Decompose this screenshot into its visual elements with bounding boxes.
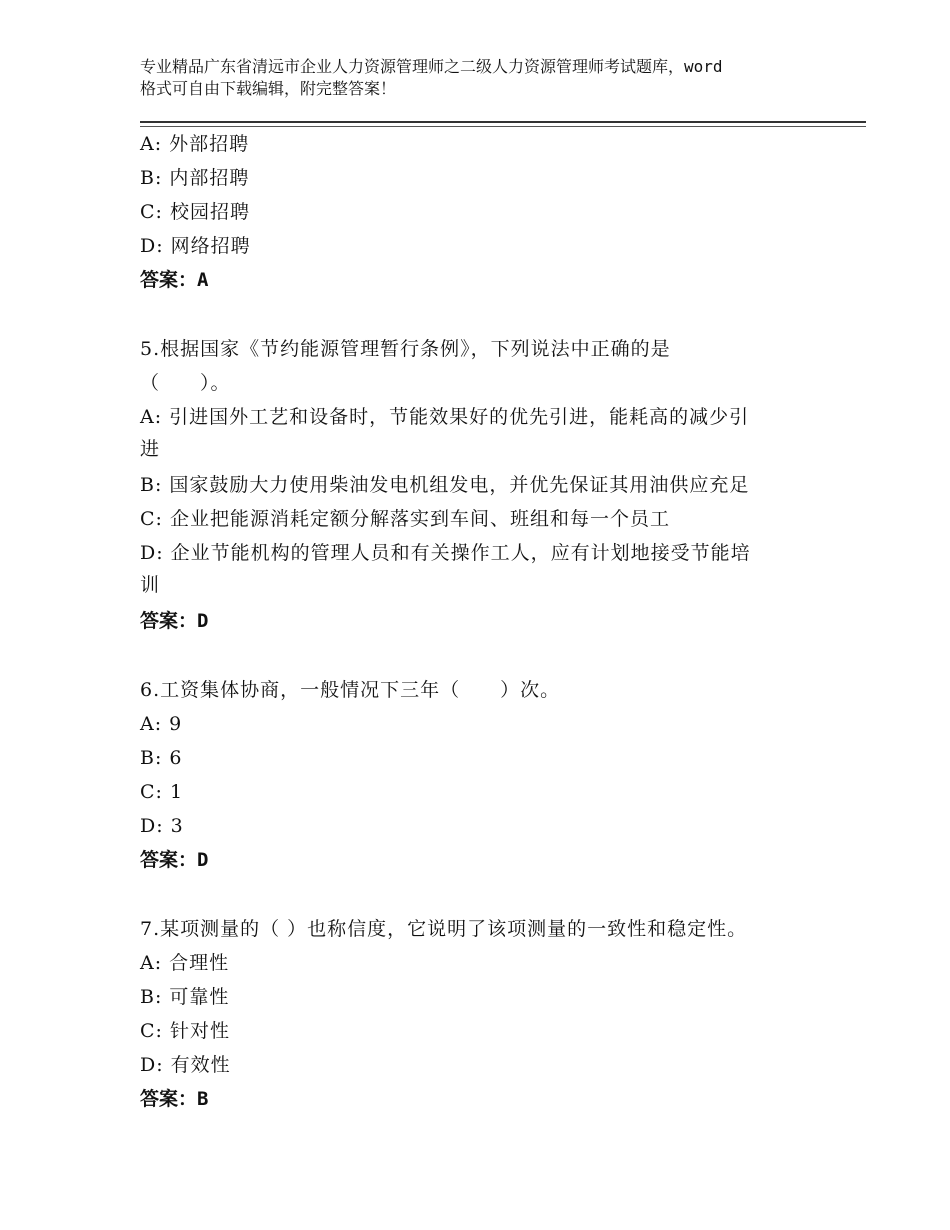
q5-answer: 答案：D [140, 610, 209, 632]
q5-option-a-line-1: A: 引进国外工艺和设备时，节能效果好的优先引进，能耗高的减少引 [140, 406, 750, 428]
q6-option-b: B: 6 [140, 747, 183, 769]
q5-option-d-line-2: 训 [140, 574, 161, 596]
q6-answer: 答案：D [140, 849, 209, 871]
header-title-line-1: 专业精品广东省清远市企业人力资源管理师之二级人力资源管理师考试题库，word [140, 57, 723, 76]
q7-option-d: D: 有效性 [140, 1054, 231, 1076]
header-rule-thick [140, 121, 866, 123]
q5-option-d-line-1: D: 企业节能机构的管理人员和有关操作工人，应有计划地接受节能培 [140, 542, 751, 564]
q6-question: 6.工资集体协商，一般情况下三年（ ）次。 [140, 679, 561, 701]
q5-question-line-1: 5.根据国家《节约能源管理暂行条例》，下列说法中正确的是 [140, 338, 671, 360]
q6-option-c: C: 1 [140, 781, 184, 803]
header-rule-thin [140, 126, 866, 127]
q7-option-a: A: 合理性 [140, 952, 230, 974]
q5-option-a-line-2: 进 [140, 438, 161, 460]
q4-answer: 答案：A [140, 269, 209, 291]
q4-option-d: D: 网络招聘 [140, 235, 251, 257]
document-header [140, 56, 840, 100]
q7-question: 7.某项测量的（ ）也称信度，它说明了该项测量的一致性和稳定性。 [140, 918, 748, 940]
q6-option-d: D: 3 [140, 815, 184, 837]
header-title-line-2: 格式可自由下载编辑，附完整答案！ [140, 79, 397, 98]
q5-question-line-2: （ ）。 [140, 372, 231, 394]
q4-option-c: C: 校园招聘 [140, 201, 250, 223]
q7-answer: 答案：B [140, 1088, 209, 1110]
q5-option-c: C: 企业把能源消耗定额分解落实到车间、班组和每一个员工 [140, 508, 670, 530]
q7-option-b: B: 可靠性 [140, 986, 230, 1008]
q5-option-b: B: 国家鼓励大力使用柴油发电机组发电，并优先保证其用油供应充足 [140, 474, 750, 496]
q4-option-b: B: 内部招聘 [140, 167, 250, 189]
q6-option-a: A: 9 [140, 713, 183, 735]
q4-option-a: A: 外部招聘 [140, 133, 250, 155]
q7-option-c: C: 针对性 [140, 1020, 230, 1042]
